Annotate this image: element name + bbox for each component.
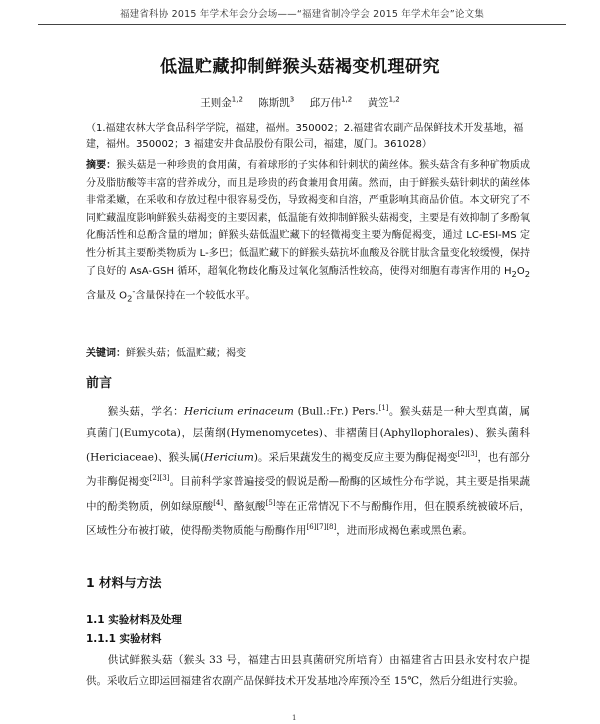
keywords-label: 关键词： (86, 348, 126, 359)
paper-title: 低温贮藏抑制鲜猴头菇褐变机理研究 (160, 57, 440, 77)
materials-paragraph: 供试鲜猴头菇（猴头 33 号，福建古田县真菌研究所培育）由福建省古田县永安村农户提供。采收后立即运回福建省农副产品保鲜技术开发基地冷库预冷至 15℃，然后分组进行实验。 (86, 654, 530, 687)
abstract-label: 摘要： (86, 160, 117, 171)
section-1-heading: 1 材料与方法 (86, 575, 162, 590)
keywords-text: 鲜猴头菇；低温贮藏；褐变 (126, 348, 246, 359)
abstract: 摘要：猴头菇是一种珍贵的食用菌，有着球形的子实体和针刺状的菌丝体。猴头菇含有多种矿物质成分及脂肪酸等丰富的营养成分，而且是珍贵的药食兼用食用菌。然而，由于鲜猴头菇针刺状的菌丝体非常柔嫩，在采收和存放过程中很容易受伤，导致褐变和自溶，严重影响其商品价值。本文研究了不同贮藏温度影响鲜猴头菇褐变的主要因素，低温能有效抑制鲜猴头菇褐变，主要是有效抑制了多酚氧化酶活性和总酚含量的增加；鲜猴头菇低温贮藏下的轻微褐变主要为酶促褐变，通过 LC-ESI-MS 定性分析其主要酚类物质为 L-多巴；低温贮藏下的鲜猴头菇抗坏血酸及谷胱甘肽含量变化较缓慢，保持了良好的 AsA-GSH 循环，超氧化物歧化酶及过氧化氢酶活性较高，使得对细胞有毒害作用的 $H_2O_2$ 含量及 $O_2^-$含量保持在一个较低水平。 (86, 160, 531, 304)
page-number: 1 (292, 714, 297, 722)
preface-paragraph: 猴头菇，学名：Hericium erinaceum (Bull.:Fr.) Pers.[1]。猴头菇是一种大型真菌，属真菌门(Eumycota)，层菌纲(Hymenomycetes)、非褶菌目(Aphyllophorales)、猴头菌科(Hericiaceae)、猴头属(Hericium)。采后果蔬发生的褐变反应主要为酶促褐变[2][3]，也有部分为非酶促褐变[2][3]。目前科学家普遍接受的假说是酚—酚酶的区域性分布学说，其主要是指果蔬中的酚类物质，例如绿原酸[4]、酪氨酸[5]等在正常情况下不与酚酶作用，但在膜系统被破坏后，区域性分布被打破，使得酚类物质能与酚酶作用[6][7][8]，进而形成褐色素或黑色素。 (86, 404, 531, 537)
abstract-text: 猴头菇是一种珍贵的食用菌，有着球形的子实体和针刺状的菌丝体。猴头菇含有多种矿物质成分及脂肪酸等丰富的营养成分，而且是珍贵的药食兼用食用菌。然而，由于鲜猴头菇针刺状的菌丝体非常柔嫩，在采收和存放过程中很容易受伤，导致褐变和自溶，严重影响其商品价值。本文研究了不同贮藏温度影响鲜猴头菇褐变的主要因素，低温能有效抑制鲜猴头菇褐变，主要是有效抑制了多酚氧化酶活性和总酚含量的增加；鲜猴头菇低温贮藏下的轻微褐变主要为酶促褐变，通过 LC-ESI-MS 定性分析其主要酚类物质为 L-多巴；低温贮藏下的鲜猴头菇抗坏血酸及谷胱甘肽含量变化较缓慢，保持了良好的 AsA-GSH 循环，超氧化物歧化酶及过氧化氢酶活性较高，使得对细胞有毒害作用的 H (86, 160, 531, 277)
running-header: 福建省科协 2015 年学术年会分会场——“福建省制冷学会 2015 年学术年会”论文集 (38, 8, 566, 25)
author-3: 邱万伟$^{1,2}$ (309, 95, 353, 109)
author-1: 王则金$^{1,2}$ (200, 95, 243, 109)
author-list (0, 95, 600, 110)
author-4: 黄笠$^{1,2}$ (367, 95, 400, 109)
author-2: 陈斯凯$^3$ (258, 95, 295, 109)
section-1-1-1-heading: 1.1.1 实验材料 (86, 633, 162, 645)
affiliations: （1.福建农林大学食品科学学院，福建，福州。350002；2.福建省农副产品保鲜技术开发基地，福建，福州。350002；3 福建安井食品股份有限公司，福建，厦门。361028） (86, 123, 524, 150)
preface-heading: 前言 (86, 376, 113, 391)
section-1-1-heading: 1.1 实验材料及处理 (86, 614, 182, 626)
keywords (86, 344, 530, 359)
